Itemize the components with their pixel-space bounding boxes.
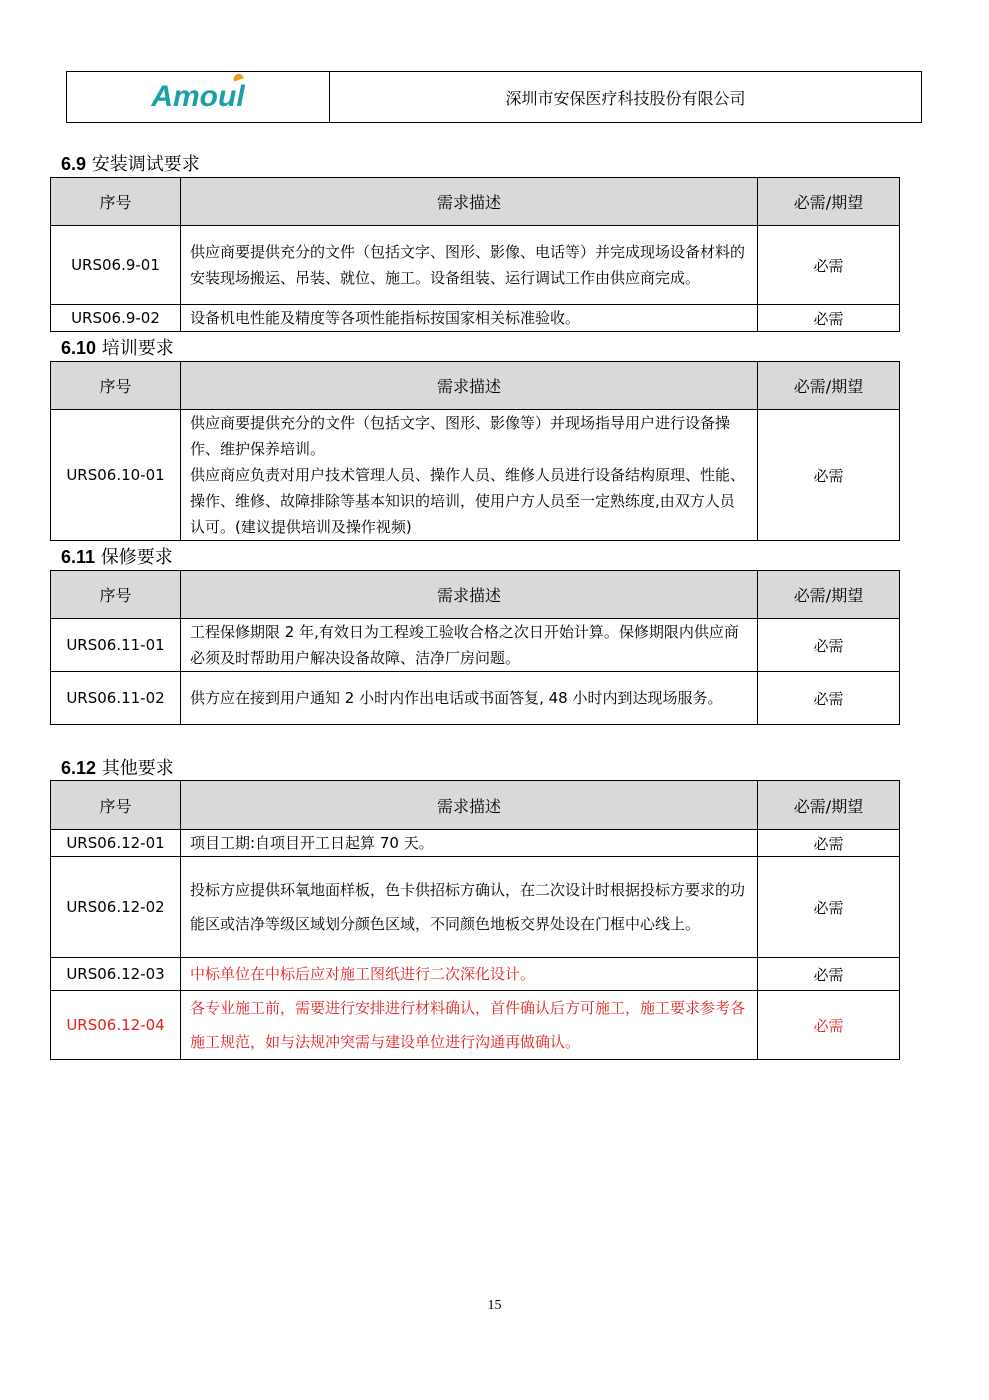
- req-id: URS06.12-03: [51, 958, 181, 991]
- requirements-table-6-10: [50, 361, 900, 541]
- col-header-type: 必需/期望: [758, 362, 900, 410]
- col-header-desc: 需求描述: [181, 178, 758, 226]
- table-row: [51, 305, 900, 332]
- req-id: URS06.11-01: [51, 619, 181, 672]
- req-desc: 各专业施工前，需要进行安排进行材料确认，首件确认后方可施工，施工要求参考各施工规范，如与法规冲突需与建设单位进行沟通再做确认。: [181, 991, 758, 1060]
- section-title-6-12: 6.12 其他要求: [61, 758, 174, 779]
- table-row: [51, 857, 900, 958]
- col-header-id: 序号: [51, 178, 181, 226]
- req-desc: 项目工期:自项目开工日起算 70 天。: [181, 830, 758, 857]
- col-header-type: 必需/期望: [758, 571, 900, 619]
- req-desc: 供方应在接到用户通知 2 小时内作出电话或书面答复, 48 小时内到达现场服务。: [181, 672, 758, 725]
- requirements-table-6-12: [50, 780, 900, 1060]
- table-row: [51, 672, 900, 725]
- req-id: URS06.11-02: [51, 672, 181, 725]
- table-row: [51, 619, 900, 672]
- table-row: [51, 226, 900, 305]
- req-type: 必需: [758, 857, 900, 958]
- req-type: 必需: [758, 226, 900, 305]
- table-header-row: [51, 571, 900, 619]
- col-header-id: 序号: [51, 571, 181, 619]
- company-name: 深圳市安保医疗科技股份有限公司: [505, 88, 746, 108]
- col-header-desc: 需求描述: [181, 362, 758, 410]
- req-id: URS06.12-01: [51, 830, 181, 857]
- col-header-desc: 需求描述: [181, 571, 758, 619]
- req-type: 必需: [758, 410, 900, 541]
- req-type: 必需: [758, 991, 900, 1060]
- req-desc: 中标单位在中标后应对施工图纸进行二次深化设计。: [181, 958, 758, 991]
- req-id: URS06.10-01: [51, 410, 181, 541]
- logo-cell: [67, 72, 330, 122]
- page-header: [66, 71, 922, 123]
- table-row: [51, 958, 900, 991]
- table-row: [51, 410, 900, 541]
- section-title-6-9: 6.9 安装调试要求: [61, 154, 200, 175]
- req-id: URS06.12-02: [51, 857, 181, 958]
- table-header-row: [51, 781, 900, 830]
- req-desc: 供应商要提供充分的文件（包括文字、图形、影像、电话等）并完成现场设备材料的安装现场搬运、吊装、就位、施工。设备组装、运行调试工作由供应商完成。: [181, 226, 758, 305]
- req-desc-paragraph: 供应商应负责对用户技术管理人员、操作人员、维修人员进行设备结构原理、性能、操作、维修、故障排除等基本知识的培训，使用户方人员至一定熟练度,由双方人员认可。(建议提供培训及操作视频): [190, 466, 746, 536]
- table-header-row: [51, 362, 900, 410]
- req-type: 必需: [758, 619, 900, 672]
- requirements-table-6-11: [50, 570, 900, 725]
- req-desc: 工程保修期限 2 年,有效日为工程竣工验收合格之次日开始计算。保修期限内供应商必须及时帮助用户解决设备故障、洁净厂房问题。: [181, 619, 758, 672]
- req-desc: 投标方应提供环氧地面样板，色卡供招标方确认，在二次设计时根据投标方要求的功能区或洁净等级区域划分颜色区域，不同颜色地板交界处设在门框中心线上。: [181, 857, 758, 958]
- req-type: 必需: [758, 672, 900, 725]
- col-header-id: 序号: [51, 362, 181, 410]
- section-title-6-11: 6.11 保修要求: [61, 547, 173, 568]
- col-header-type: 必需/期望: [758, 781, 900, 830]
- section-title-6-10: 6.10 培训要求: [61, 338, 174, 359]
- req-type: 必需: [758, 958, 900, 991]
- req-type: 必需: [758, 305, 900, 332]
- req-id: URS06.9-02: [51, 305, 181, 332]
- col-header-type: 必需/期望: [758, 178, 900, 226]
- col-header-id: 序号: [51, 781, 181, 830]
- table-row: [51, 991, 900, 1060]
- req-desc-paragraph: 供应商要提供充分的文件（包括文字、图形、影像等）并现场指导用户进行设备操作、维护保养培训。: [190, 414, 731, 458]
- req-id: URS06.9-01: [51, 226, 181, 305]
- req-type: 必需: [758, 830, 900, 857]
- table-header-row: [51, 178, 900, 226]
- col-header-desc: 需求描述: [181, 781, 758, 830]
- table-row: [51, 830, 900, 857]
- page-number: 15: [487, 1298, 502, 1313]
- req-id: URS06.12-04: [51, 991, 181, 1060]
- requirements-table-6-9: [50, 177, 900, 332]
- req-desc: [181, 410, 758, 541]
- company-logo: Amoul: [151, 80, 244, 114]
- req-desc: 设备机电性能及精度等各项性能指标按国家相关标准验收。: [181, 305, 758, 332]
